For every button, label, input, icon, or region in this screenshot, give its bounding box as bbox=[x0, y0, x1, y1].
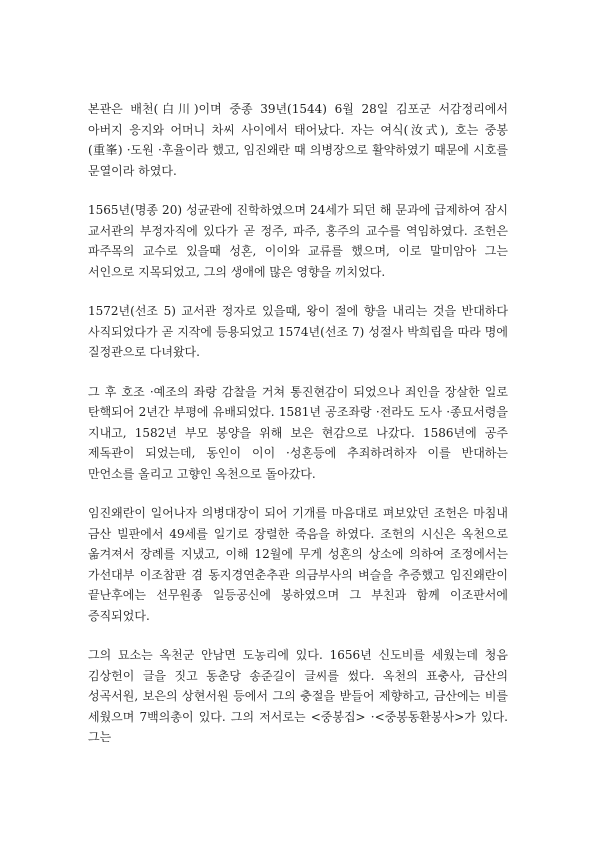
paragraph-imjin-war: 임진왜란이 일어나자 의병대장이 되어 기개를 마음대로 펴보았던 조헌은 마침내 금산 빌판에서 49세를 일기로 장렬한 죽음을 하였다. 조헌의 시신은 옥천으로 옮겨져서 장례를 지냈고, 이해 12월에 무게 성혼의 상소에 의하여 조정에서는 가선대부 이조참판 겸 동지경연춘추관 의금부사의 벼슬을 추증했고 임진왜란이 끝난후에는 선무원종 일등공신에 봉하였으며 그 부친과 함께 이조판서에 증직되었다. bbox=[88, 506, 508, 623]
paragraph-education: 1565년(명종 20) 성균관에 진학하였으며 24세가 되던 해 문과에 급제하여 잠시 교서관의 부정자직에 있다가 곧 정주, 파주, 홍주의 교수를 역임하였다. 조헌은 파주목의 교수로 있을때 성혼, 이이와 교류를 했으며, 이로 말미암아 그는 서인으로 지목되었고, 그의 생애에 많은 영향을 끼치었다. bbox=[88, 203, 508, 279]
paragraph-1572: 1572년(선조 5) 교서관 정자로 있을때, 왕이 절에 향을 내리는 것을 반대하다 사직되었다가 곧 지작에 등용되었고 1574년(선조 7) 성절사 박희립을 따라 명에 질정관으로 다녀왔다. bbox=[88, 304, 508, 359]
paragraph-tomb: 그의 묘소는 옥천군 안남면 도농리에 있다. 1656년 신도비를 세웠는데 청음 김상헌이 글을 짓고 동춘당 송준길이 글씨를 썼다. 옥천의 표충사, 금산의 성곡서원, 보은의 상현서원 등에서 그의 충절을 받들어 제향하고, 금산에는 비를 세웠으며 7백의총이 있다. 그의 저서로는 <중봉집> ·<중봉동환봉사>가 있다. 그는 bbox=[88, 648, 508, 744]
paragraph-career: 그 후 호조 ·예조의 좌랑 감찰을 거쳐 통진현감이 되었으나 죄인을 장살한 일로 탄핵되어 2년간 부평에 유배되었다. 1581년 공조좌랑 ·전라도 도사 ·종묘서령을 지내고, 1582년 부모 봉양을 위해 보은 현감으로 나갔다. 1586년에 공주 제독관이 되었는데, 동인이 이이 ·성혼등에 추죄하려하자 이를 반대하는 만언소를 올리고 고향인 옥천으로 돌아갔다. bbox=[88, 384, 508, 481]
paragraph-origin: 본관은 배천(白川)이며 중종 39년(1544) 6월 28일 김포군 서감정리에서 아버지 응지와 어머니 차씨 사이에서 태어났다. 자는 여식(汝式), 호는 중봉(重峯) ·도원 ·후율이라 했고, 임진왜란 때 의병장으로 활약하였기 때문에 시호를 문열이라 하였다. bbox=[88, 102, 508, 178]
document-body bbox=[88, 99, 508, 767]
